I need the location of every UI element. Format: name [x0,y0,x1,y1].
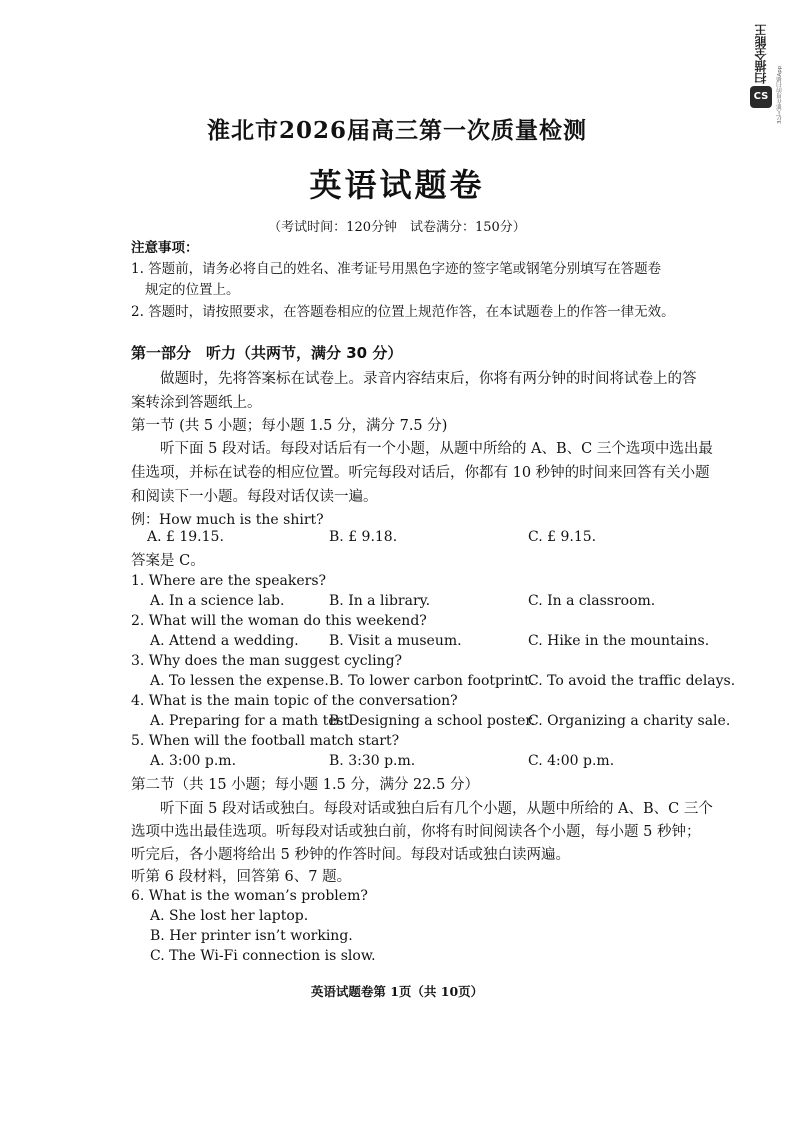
question-5-option-a: A. 3:00 p.m. [150,753,237,769]
question-4-option-c: C. Organizing a charity sale. [528,713,731,729]
scanner-watermark [750,14,783,124]
question-6: 6. What is the woman’s problem? [131,888,368,904]
question-4-option-b: B. Designing a school poster. [329,713,535,729]
watermark-brand: 扫描全能王 [754,24,768,84]
question-3: 3. Why does the man suggest cycling? [131,653,403,669]
example-question: 例：How much is the shirt? [131,512,324,528]
example-answer: 答案是 C。 [131,553,205,569]
part1-heading: 第一部分 听力（共两节，满分 30 分） [131,344,403,362]
question-6-option-a: A. She lost her laptop. [150,908,309,924]
example-option-b: B. £ 9.18. [329,529,398,545]
material-6-heading: 听第 6 段材料，回答第 6、7 题。 [131,869,352,885]
section1-instructions-2: 佳选项，并标在试卷的相应位置。听完每段对话后，你都有 10 秒钟的时间来回答有关小题 [131,465,710,481]
example-option-c: C. £ 9.15. [528,529,597,545]
section2-instructions-3: 听完后，各小题将给出 5 秒钟的作答时间。每段对话或独白读两遍。 [131,847,570,863]
question-2: 2. What will the woman do this weekend? [131,613,427,629]
question-3-option-a: A. To lessen the expense. [150,673,329,689]
part1-intro-cont: 案转涂到答题纸上。 [131,395,262,411]
question-4: 4. What is the main topic of the conversation? [131,693,458,709]
question-2-option-a: A. Attend a wedding. [150,633,299,649]
section1-instructions: 听下面 5 段对话。每段对话后有一个小题，从题中所给的 A、B、C 三个选项中选出最 [160,441,713,457]
question-6-option-b: B. Her printer isn’t working. [150,928,353,944]
section2-heading: 第二节（共 15 小题；每小题 1.5 分，满分 22.5 分） [131,777,479,793]
page-footer: 英语试题卷第 1页（共 10页） [310,984,484,999]
question-1: 1. Where are the speakers? [131,573,327,589]
question-5: 5. When will the football match start? [131,733,400,749]
exam-info: （考试时间：120分钟 试卷满分：150分） [268,220,526,235]
question-1-option-b: B. In a library. [329,593,431,609]
question-2-option-c: C. Hike in the mountains. [528,633,710,649]
section2-instructions-2: 选项中选出最佳选项。听每段对话或独白前，你将有时间阅读各个小题，每小题 5 秒钟； [131,824,701,840]
section2-instructions: 听下面 5 段对话或独白。每段对话或独白后有几个小题，从题中所给的 A、B、C 三个 [160,801,713,817]
watermark-tagline: 3亿人都在用的扫描App [777,65,783,124]
question-6-option-c: C. The Wi-Fi connection is slow. [150,948,376,964]
notice-heading: 注意事项： [131,240,199,256]
question-4-option-a: A. Preparing for a math test. [150,713,354,729]
question-3-option-b: B. To lower carbon footprint. [329,673,535,689]
exam-subject: 英语试题卷 [309,166,485,204]
section1-instructions-3: 和阅读下一小题。每段对话仅读一遍。 [131,489,378,505]
question-3-option-c: C. To avoid the traffic delays. [528,673,736,689]
exam-title: 淮北市2026届高三第一次质量检测 [206,117,587,144]
question-1-option-a: A. In a science lab. [150,593,285,609]
question-5-option-c: C. 4:00 p.m. [528,753,615,769]
part1-intro: 做题时，先将答案标在试卷上。录音内容结束后，你将有两分钟的时间将试卷上的答 [160,371,697,387]
watermark-badge-icon: CS [750,86,772,108]
notice-item-1-cont: 规定的位置上。 [145,282,240,298]
question-2-option-b: B. Visit a museum. [329,633,462,649]
section1-heading: 第一节 (共 5 小题；每小题 1.5 分，满分 7.5 分) [131,418,448,434]
notice-item-2: 2. 答题时，请按照要求，在答题卷相应的位置上规范作答，在本试题卷上的作答一律无效。 [131,304,675,320]
question-5-option-b: B. 3:30 p.m. [329,753,416,769]
question-1-option-c: C. In a classroom. [528,593,656,609]
example-option-a: A. £ 19.15. [147,529,224,545]
notice-item-1: 1. 答题前，请务必将自己的姓名、准考证号用黑色字迹的签字笔或钢笔分别填写在答题卷 [131,261,662,277]
